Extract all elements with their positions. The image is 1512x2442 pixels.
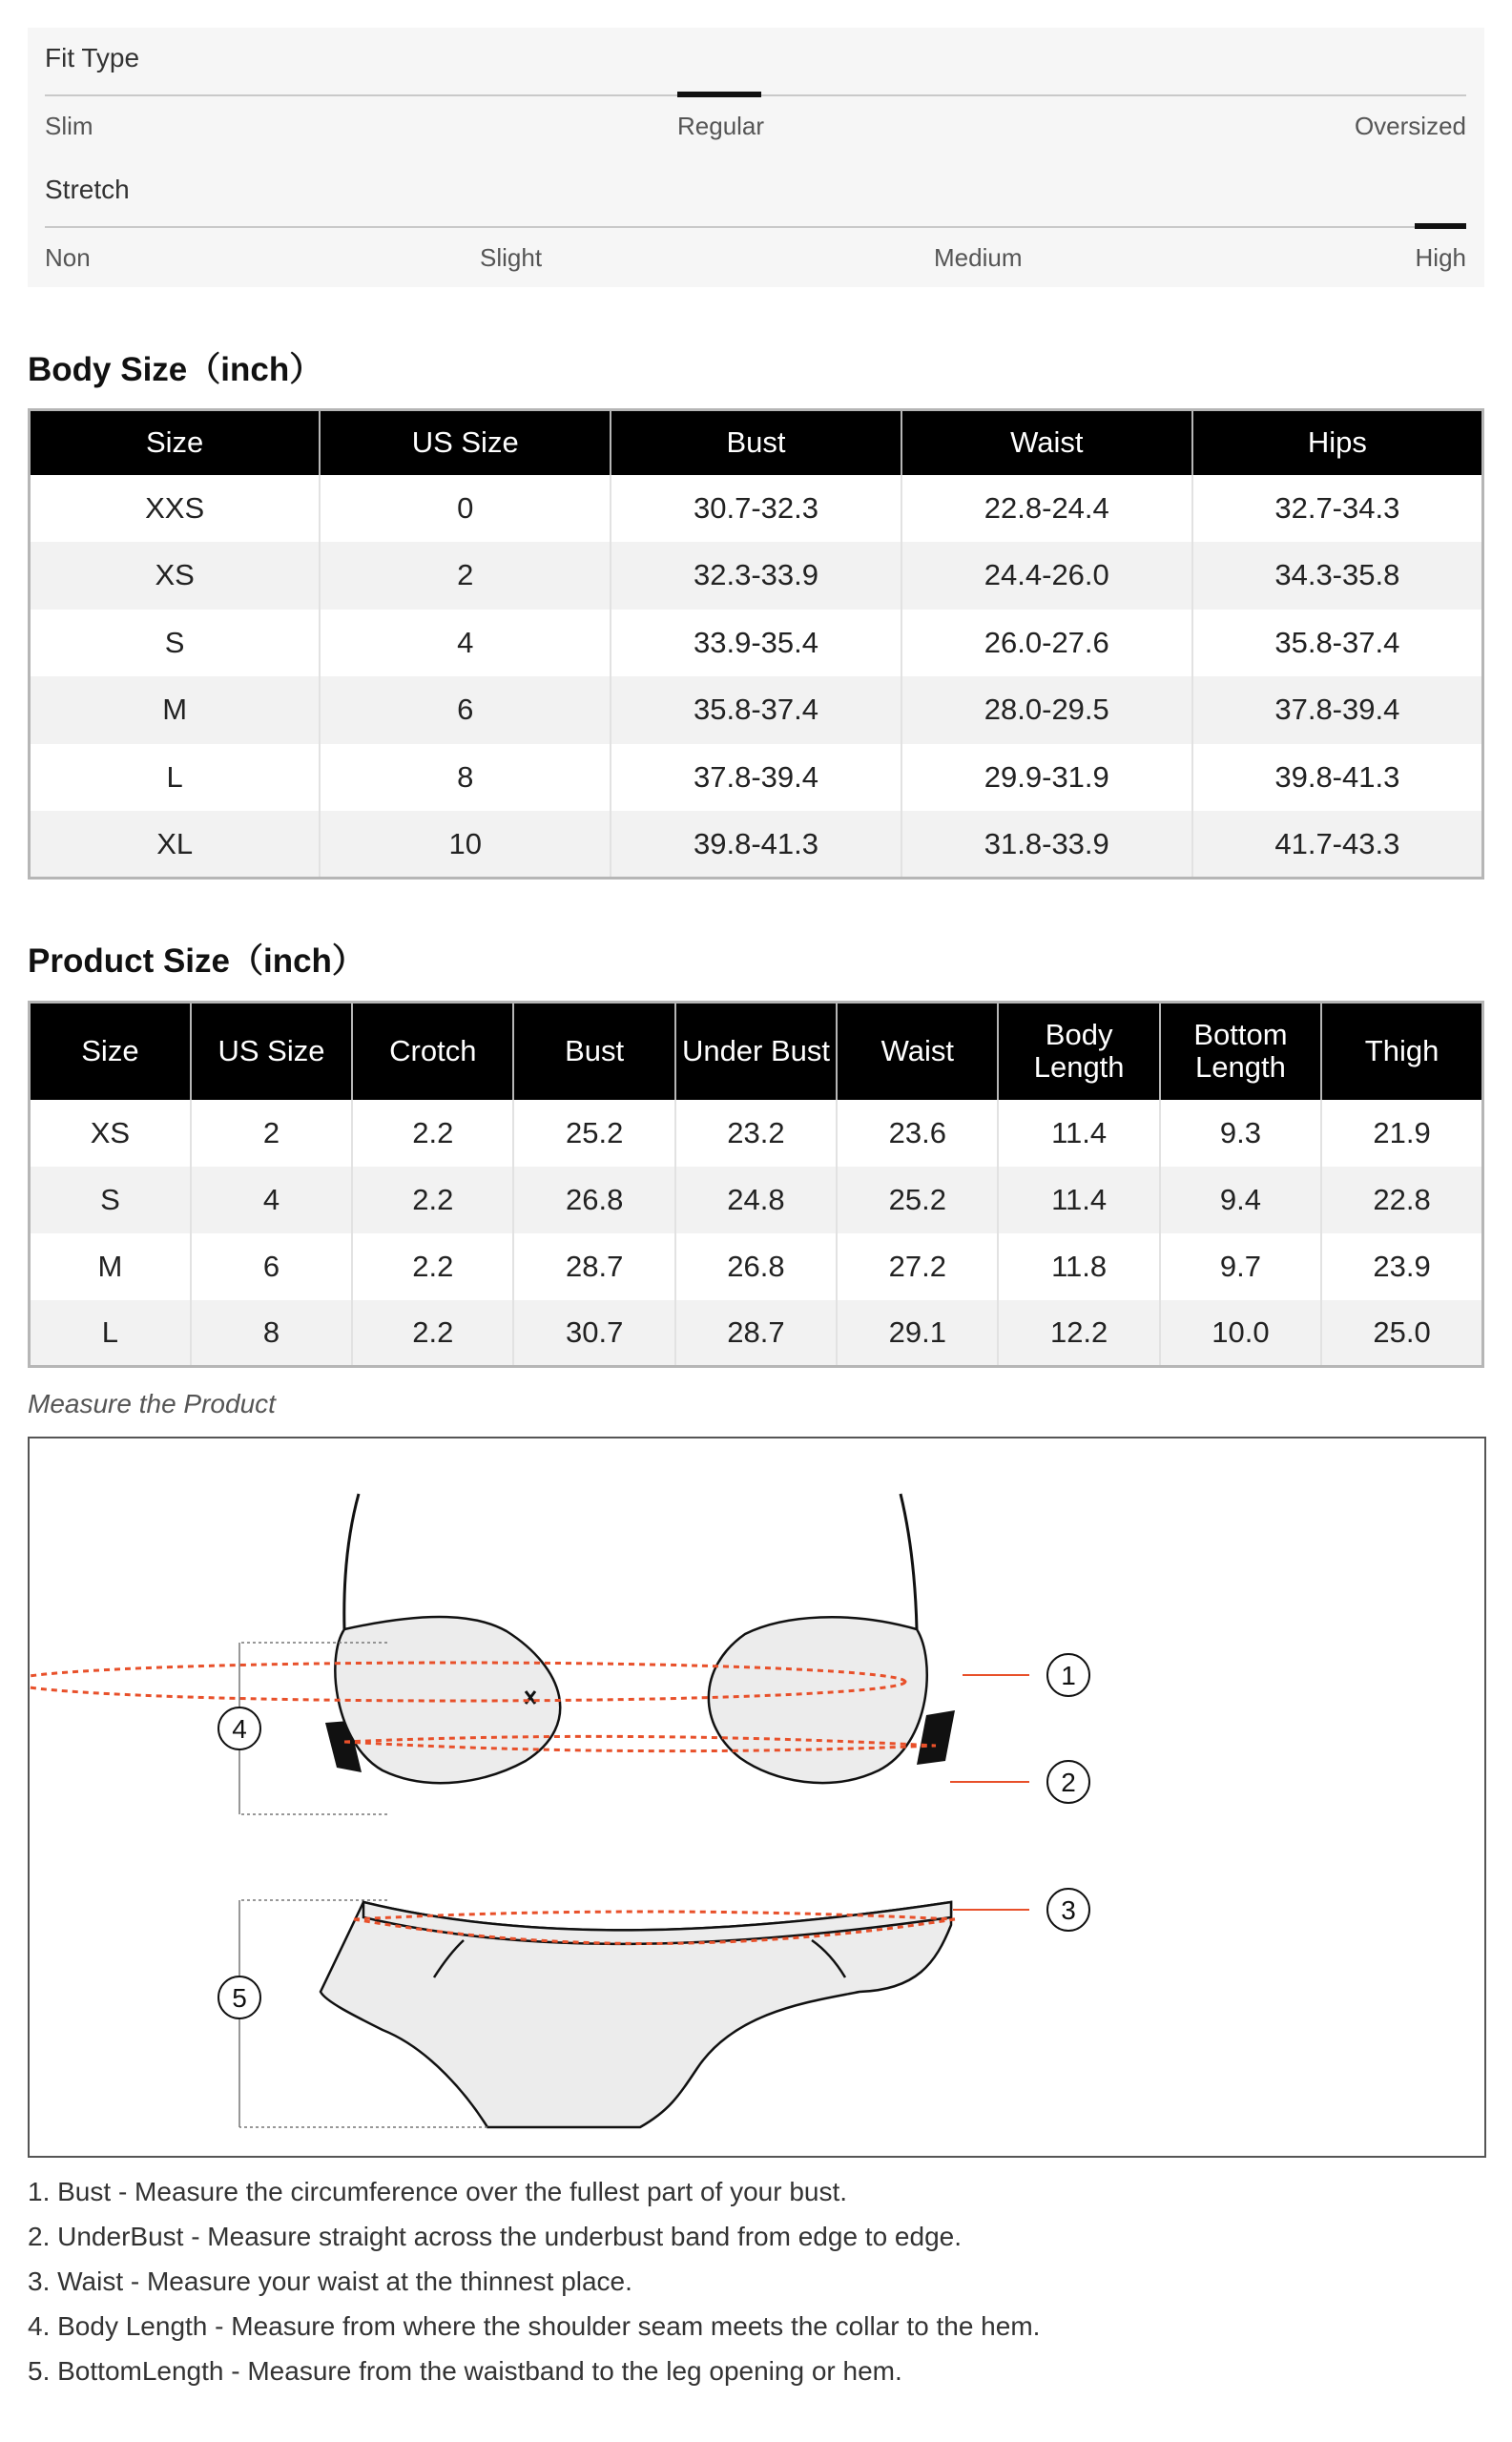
column-header: US Size: [320, 410, 611, 475]
table-cell: 8: [191, 1300, 352, 1367]
svg-text:1: 1: [1061, 1661, 1076, 1690]
table-cell: 27.2: [837, 1233, 998, 1300]
instruction-underbust: 2. UnderBust - Measure straight across the underbust band from edge to edge.: [28, 2222, 963, 2251]
table-cell: 11.4: [998, 1100, 1159, 1167]
table-cell: 10: [320, 811, 611, 879]
fit-type-option-slim: Slim: [45, 112, 93, 140]
table-row: [30, 475, 1483, 543]
table-cell: 28.0-29.5: [901, 676, 1192, 744]
table-cell: 24.4-26.0: [901, 542, 1192, 610]
table-cell: 32.7-34.3: [1192, 475, 1483, 543]
column-header: Bust: [513, 1003, 674, 1100]
table-cell: 34.3-35.8: [1192, 542, 1483, 610]
table-cell: 9.3: [1160, 1100, 1321, 1167]
stretch-option-medium: Medium: [934, 243, 1023, 272]
table-cell: XS: [30, 542, 321, 610]
product-size-title: Product Size（inch）: [28, 942, 365, 980]
instruction-body-length: 4. Body Length - Measure from where the shoulder seam meets the collar to the hem.: [28, 2311, 1041, 2341]
table-cell: 35.8-37.4: [611, 676, 901, 744]
table-cell: L: [30, 744, 321, 812]
table-cell: 25.0: [1321, 1300, 1482, 1367]
table-cell: 37.8-39.4: [1192, 676, 1483, 744]
fit-type-option-regular: Regular: [677, 112, 765, 140]
column-header: Waist: [837, 1003, 998, 1100]
table-cell: 26.8: [513, 1167, 674, 1233]
table-cell: 26.8: [675, 1233, 837, 1300]
table-row: [30, 676, 1483, 744]
measurement-illustration: [30, 1438, 1484, 2156]
column-header: Waist: [901, 410, 1192, 475]
table-cell: 25.2: [513, 1100, 674, 1167]
table-cell: 2.2: [352, 1167, 513, 1233]
column-header: Hips: [1192, 410, 1483, 475]
table-cell: XXS: [30, 475, 321, 543]
table-cell: 11.8: [998, 1233, 1159, 1300]
svg-text:2: 2: [1061, 1768, 1076, 1797]
fit-type-marker: [677, 92, 761, 97]
column-header: Under Bust: [675, 1003, 837, 1100]
table-cell: 37.8-39.4: [611, 744, 901, 812]
table-cell: 33.9-35.4: [611, 610, 901, 677]
svg-text:5: 5: [232, 1983, 247, 2013]
table-cell: 11.4: [998, 1167, 1159, 1233]
table-header-row: [30, 410, 1483, 475]
measure-caption: Measure the Product: [28, 1389, 276, 1418]
table-row: [30, 811, 1483, 879]
table-cell: 6: [191, 1233, 352, 1300]
column-header: Thigh: [1321, 1003, 1482, 1100]
instruction-bottom-length: 5. BottomLength - Measure from the waistband to the leg opening or hem.: [28, 2356, 902, 2386]
column-header: Bottom Length: [1160, 1003, 1321, 1100]
table-cell: 30.7: [513, 1300, 674, 1367]
table-cell: 23.2: [675, 1100, 837, 1167]
table-row: [30, 1167, 1483, 1233]
table-cell: 9.4: [1160, 1167, 1321, 1233]
instruction-waist: 3. Waist - Measure your waist at the thinnest place.: [28, 2266, 632, 2296]
table-cell: 22.8-24.4: [901, 475, 1192, 543]
table-cell: 39.8-41.3: [1192, 744, 1483, 812]
bottoms-illustration: [321, 1902, 951, 2127]
table-cell: 23.6: [837, 1100, 998, 1167]
table-cell: 9.7: [1160, 1233, 1321, 1300]
svg-text:4: 4: [232, 1714, 247, 1744]
marker-5: [218, 1976, 260, 2018]
column-header: Size: [30, 1003, 191, 1100]
column-header: Size: [30, 410, 321, 475]
table-cell: 21.9: [1321, 1100, 1482, 1167]
table-row: [30, 610, 1483, 677]
table-cell: 2.2: [352, 1100, 513, 1167]
table-cell: 26.0-27.6: [901, 610, 1192, 677]
table-cell: 4: [191, 1167, 352, 1233]
table-cell: M: [30, 676, 321, 744]
table-cell: 29.9-31.9: [901, 744, 1192, 812]
table-cell: 2.2: [352, 1233, 513, 1300]
table-cell: XS: [30, 1100, 191, 1167]
table-cell: 29.1: [837, 1300, 998, 1367]
table-cell: 25.2: [837, 1167, 998, 1233]
table-cell: M: [30, 1233, 191, 1300]
marker-2: [1047, 1761, 1089, 1803]
table-cell: 35.8-37.4: [1192, 610, 1483, 677]
table-cell: 28.7: [513, 1233, 674, 1300]
stretch-option-non: Non: [45, 243, 91, 272]
marker-1: [1047, 1654, 1089, 1696]
table-cell: 0: [320, 475, 611, 543]
marker-3: [1047, 1889, 1089, 1931]
table-cell: 41.7-43.3: [1192, 811, 1483, 879]
marker-4: [218, 1707, 260, 1749]
column-header: US Size: [191, 1003, 352, 1100]
table-cell: 30.7-32.3: [611, 475, 901, 543]
fit-type-option-oversized: Oversized: [1354, 112, 1466, 140]
table-cell: S: [30, 1167, 191, 1233]
fit-panel: [28, 28, 1484, 287]
table-row: [30, 542, 1483, 610]
table-cell: XL: [30, 811, 321, 879]
table-row: [30, 744, 1483, 812]
table-cell: 24.8: [675, 1167, 837, 1233]
stretch-track: [45, 226, 1466, 228]
table-cell: 10.0: [1160, 1300, 1321, 1367]
instruction-bust: 1. Bust - Measure the circumference over the fullest part of your bust.: [28, 2177, 848, 2206]
table-cell: 8: [320, 744, 611, 812]
table-row: [30, 1233, 1483, 1300]
stretch-option-slight: Slight: [480, 243, 543, 272]
column-header: Crotch: [352, 1003, 513, 1100]
measurement-diagram: [28, 1437, 1486, 2158]
table-cell: 2.2: [352, 1300, 513, 1367]
table-cell: 39.8-41.3: [611, 811, 901, 879]
table-row: [30, 1100, 1483, 1167]
table-cell: 2: [191, 1100, 352, 1167]
table-cell: 4: [320, 610, 611, 677]
table-cell: L: [30, 1300, 191, 1367]
body-size-table: [28, 408, 1484, 880]
table-header-row: [30, 1003, 1483, 1100]
table-cell: 28.7: [675, 1300, 837, 1367]
stretch-label: Stretch: [45, 175, 130, 204]
table-cell: 2: [320, 542, 611, 610]
column-header: Bust: [611, 410, 901, 475]
table-row: [30, 1300, 1483, 1367]
svg-text:3: 3: [1061, 1895, 1076, 1925]
column-header: Body Length: [998, 1003, 1159, 1100]
table-cell: 22.8: [1321, 1167, 1482, 1233]
table-cell: 32.3-33.9: [611, 542, 901, 610]
table-cell: 12.2: [998, 1300, 1159, 1367]
fit-type-label: Fit Type: [45, 43, 140, 72]
stretch-option-high: High: [1415, 243, 1466, 272]
table-cell: 31.8-33.9: [901, 811, 1192, 879]
stretch-marker: [1415, 223, 1466, 229]
body-size-title: Body Size（inch）: [28, 351, 323, 388]
product-size-table: [28, 1001, 1484, 1368]
table-cell: 23.9: [1321, 1233, 1482, 1300]
table-cell: S: [30, 610, 321, 677]
table-cell: 6: [320, 676, 611, 744]
